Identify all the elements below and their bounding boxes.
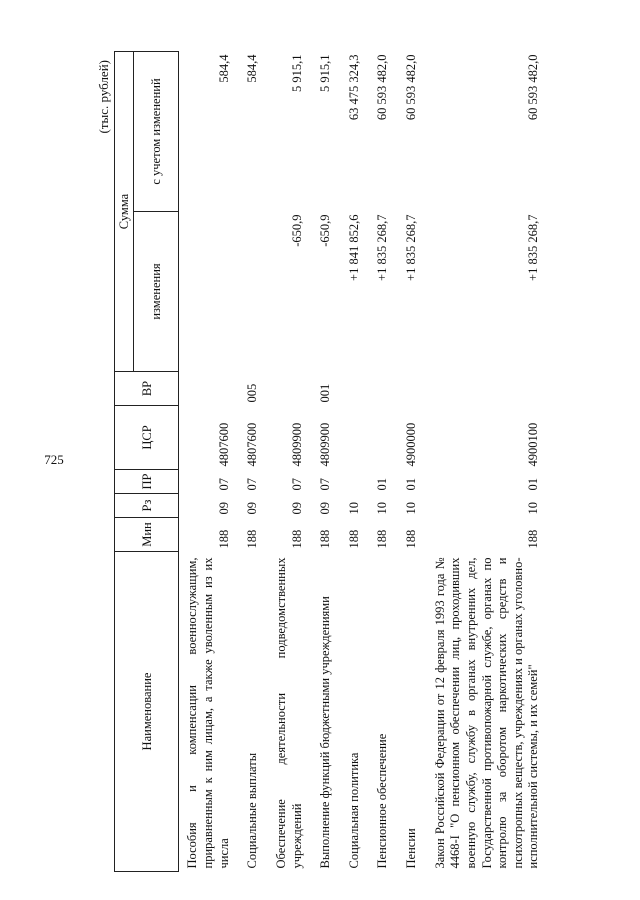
cell-vr xyxy=(372,372,401,406)
cell-total: 60 593 482,0 xyxy=(526,54,541,121)
cell-pr: 07 xyxy=(318,478,333,491)
budget-table xyxy=(114,51,552,872)
header-sum: Сумма xyxy=(115,52,134,372)
cell-total: 63 475 324,3 xyxy=(346,54,361,121)
cell-rz: 09 xyxy=(289,502,304,515)
cell-name: Социальная политика xyxy=(346,752,361,869)
cell-vr xyxy=(179,372,242,406)
table-row xyxy=(401,52,430,872)
cell-change: -650,9 xyxy=(289,214,304,247)
cell-name: Обеспечение деятельности подведомственных учреждений xyxy=(273,557,304,869)
cell-min: 188 xyxy=(216,529,231,549)
header-rz: Рз xyxy=(115,494,179,518)
cell-csr: 4900100 xyxy=(526,422,541,467)
cell-csr: 4809900 xyxy=(318,422,333,467)
cell-name: Пенсионное обеспечение xyxy=(375,733,390,869)
cell-min: 188 xyxy=(526,529,541,549)
cell-csr: 4809900 xyxy=(289,422,304,467)
table-body xyxy=(179,52,552,872)
table-row xyxy=(430,52,552,872)
header-with-change: с учетом изменений xyxy=(134,52,179,212)
header-csr: ЦСР xyxy=(115,406,179,470)
cell-change: +1 835 268,7 xyxy=(526,214,541,281)
table-row xyxy=(242,52,271,872)
cell-change: +1 835 268,7 xyxy=(404,214,418,281)
cell-change xyxy=(242,212,271,372)
cell-min: 188 xyxy=(346,529,361,549)
cell-min: 188 xyxy=(289,529,304,549)
cell-csr xyxy=(372,406,401,470)
table-row xyxy=(179,52,242,872)
cell-vr xyxy=(430,372,552,406)
cell-min: 188 xyxy=(318,529,333,549)
cell-pr: 01 xyxy=(404,478,418,491)
cell-total: 584,4 xyxy=(245,54,260,83)
rotated-page xyxy=(90,40,560,880)
cell-min: 188 xyxy=(245,529,260,549)
cell-rz: 09 xyxy=(245,502,260,515)
cell-min: 188 xyxy=(375,529,390,549)
cell-csr: 4900000 xyxy=(404,422,418,467)
table-row xyxy=(271,52,315,872)
cell-rz: 10 xyxy=(375,502,390,515)
cell-name: Пособия и компенсации военнослужащим, приравненным к ним лицам, а также уволенным из их числа xyxy=(185,557,231,869)
cell-vr: 001 xyxy=(318,383,333,403)
cell-csr xyxy=(344,406,373,470)
cell-rz: 09 xyxy=(216,502,231,515)
cell-total: 60 593 482,0 xyxy=(375,54,390,121)
cell-vr xyxy=(401,372,430,406)
cell-change: -650,9 xyxy=(318,214,333,247)
header-pr: ПР xyxy=(115,470,179,494)
cell-pr: 07 xyxy=(289,478,304,491)
cell-min: 188 xyxy=(404,529,418,549)
cell-csr: 4807600 xyxy=(216,422,231,467)
cell-rz: 10 xyxy=(346,502,361,515)
cell-name: Пенсии xyxy=(404,828,418,869)
cell-total: 60 593 482,0 xyxy=(404,54,418,121)
table-row xyxy=(344,52,373,872)
header-name: Наименование xyxy=(115,552,179,872)
table-row xyxy=(372,52,401,872)
cell-change: +1 841 852,6 xyxy=(346,214,361,281)
cell-pr: 07 xyxy=(245,478,260,491)
cell-pr: 01 xyxy=(526,478,541,491)
cell-name: Закон Российской Федерации от 12 февраля 1993 года № 4468-I "О пенсионном обеспечении лиц, проходивших военную службу, службу в органах внутренних дел, Государственной противопожарной службе, органах по контролю за оборотом наркотических средств и психотропных веществ, учреждениях и органах уголовно-исполнительной системы, и их семей" xyxy=(432,557,541,869)
page-number: 725 xyxy=(44,452,64,467)
cell-vr xyxy=(344,372,373,406)
cell-total: 5 915,1 xyxy=(318,54,333,92)
cell-change xyxy=(179,212,242,372)
cell-rz: 10 xyxy=(404,502,418,515)
cell-rz: 09 xyxy=(318,502,333,515)
cell-name: Выполнение функций бюджетными учреждениями xyxy=(318,596,333,869)
cell-pr: 07 xyxy=(216,478,231,491)
header-min: Мин xyxy=(115,518,179,552)
cell-name: Социальные выплаты xyxy=(245,752,260,869)
header-change: изменения xyxy=(134,212,179,372)
cell-pr xyxy=(344,470,373,494)
cell-csr: 4807600 xyxy=(245,422,260,467)
header-vr: ВР xyxy=(115,372,179,406)
cell-rz: 10 xyxy=(526,502,541,515)
cell-vr xyxy=(271,372,315,406)
cell-total: 584,4 xyxy=(216,54,231,83)
cell-total: 5 915,1 xyxy=(289,54,304,92)
table-row xyxy=(315,52,344,872)
cell-pr: 01 xyxy=(375,478,390,491)
cell-vr: 005 xyxy=(245,383,260,403)
cell-change: +1 835 268,7 xyxy=(375,214,390,281)
units-label: (тыс. рублей) xyxy=(96,60,111,134)
